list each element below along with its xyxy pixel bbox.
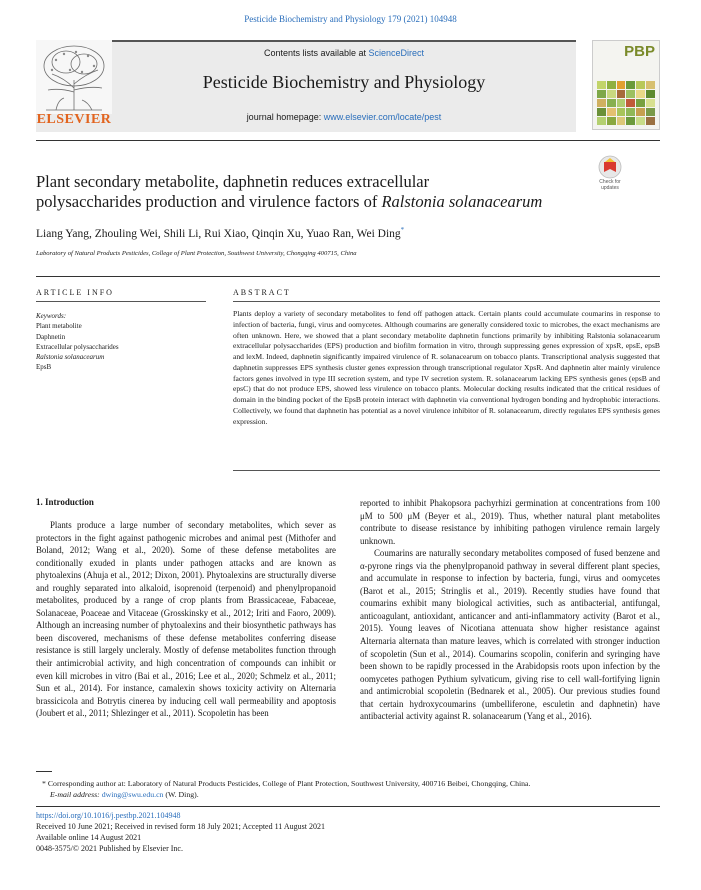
received-dates: Received 10 June 2021; Received in revised form 18 July 2021; Accepted 11 August 2021 bbox=[36, 822, 325, 831]
homepage-prefix: journal homepage: bbox=[246, 112, 324, 122]
info-top-rule bbox=[36, 276, 660, 277]
keyword-item: Plant metabolite bbox=[36, 322, 82, 331]
publisher-name: ELSEVIER bbox=[36, 112, 112, 127]
contents-prefix: Contents lists available at bbox=[263, 48, 369, 58]
email-line bbox=[36, 789, 660, 800]
footnote-rule bbox=[36, 771, 52, 772]
email-link[interactable]: dwing@swu.edu.cn bbox=[101, 790, 164, 799]
contents-line bbox=[112, 48, 576, 58]
corresponding-footnote bbox=[36, 778, 660, 800]
intro-left-column bbox=[36, 519, 336, 720]
corresponding-mark[interactable]: * bbox=[400, 226, 405, 234]
keyword-item: EpsB bbox=[36, 363, 52, 372]
doi-link[interactable]: https://doi.org/10.1016/j.pestbp.2021.104948 bbox=[36, 811, 181, 820]
email-suffix: (W. Ding). bbox=[163, 790, 199, 799]
affiliation: Laboratory of Natural Products Pesticides, College of Plant Protection, Southwest University, Chongqing 400715, China bbox=[36, 250, 357, 257]
sciencedirect-link[interactable]: ScienceDirect bbox=[368, 48, 425, 58]
intro-paragraph: Coumarins are naturally secondary metabolites composed of fused benzene and α-pyrone rings via the phenylpropanoid pathway in several different plant species, and accumulate in response to infection by bacteria, fungi, virus and oomycetes (Barot et al., 2015; Stringlis et al., 2019). Recently studies have found that coumarins exhibit many biological activities, such as antibacterial, antifungal, anticoagulant, antioxidant, anticancer and anti-inflammatory activity (Barot et al., 2015). Young leaves of Nicotiana attenuata show higher resistance against Alternaria alternata than mature leaves, which is correlated with stronger induction of scopoletin (Sun et al., 2014). Coumarins scopolin, coniferin and syringing have been shown to be rapidly processed in the Arabidopsis roots upon infection by the oomycetes pathogen Pythium sylvaticum, giving rise to cell wall-fortifying lignin and antimicrobial scopoletin (Bednarek et al., 2005). Our previous studies found that certain hydroxycoumarins (umbelliferone, esculetin and daphnetin) have antibacterial activity against R. solanacearum (Yang et al., 2016). bbox=[360, 548, 660, 722]
article-title bbox=[36, 172, 576, 212]
intro-right-column bbox=[360, 497, 660, 723]
keywords-label: Keywords: bbox=[36, 312, 67, 320]
author-list bbox=[36, 226, 636, 240]
title-line-1: Plant secondary metabolite, daphnetin reduces extracellular bbox=[36, 172, 430, 191]
keywords-block bbox=[36, 311, 206, 373]
abstract-heading: ABSTRACT bbox=[233, 288, 291, 297]
authors-text: Liang Yang, Zhouling Wei, Shili Li, Rui Xiao, Qinqin Xu, Yuao Ran, Wei Ding bbox=[36, 227, 401, 240]
elsevier-tree-icon bbox=[36, 40, 112, 114]
journal-name[interactable]: Pesticide Biochemistry and Physiology bbox=[202, 72, 486, 92]
keyword-item: Ralstonia solanacearum bbox=[36, 353, 105, 362]
journal-reference[interactable]: Pesticide Biochemistry and Physiology 179 (2021) 104948 bbox=[244, 14, 457, 24]
cover-image-grid bbox=[597, 81, 655, 125]
journal-cover-thumbnail[interactable] bbox=[592, 40, 660, 130]
check-for-updates-badge[interactable] bbox=[592, 154, 628, 190]
intro-paragraph: reported to inhibit Phakopsora pachyrhizi germination at concentrations from 100 μM to 500 μM (Beyer et al., 2019). Thus, whether natural plant metabolites contribute to disease resistance by inhibiting pathogen virulence remain largely unknown. bbox=[360, 498, 660, 546]
article-info-rule bbox=[36, 301, 206, 302]
keyword-item: Daphnetin bbox=[36, 332, 66, 341]
copyright: 0048-3575/© 2021 Published by Elsevier Inc. bbox=[36, 844, 183, 853]
corresponding-author: * Corresponding author at: Laboratory of Natural Products Pesticides, College of Plant Protection, Southwest University, 400716 Beibei, Chongqing, China. bbox=[42, 779, 531, 788]
available-online: Available online 14 August 2021 bbox=[36, 833, 142, 842]
homepage-line bbox=[112, 112, 576, 122]
publication-info bbox=[36, 810, 660, 854]
keyword-item: Extracellular polysaccharides bbox=[36, 342, 119, 351]
intro-heading: 1. Introduction bbox=[36, 497, 94, 507]
cover-abbrev: PBP bbox=[624, 43, 655, 60]
elsevier-logo[interactable] bbox=[36, 40, 112, 130]
email-label: E-mail address: bbox=[50, 790, 102, 799]
header-rule bbox=[36, 140, 660, 141]
abstract-text: Plants deploy a variety of secondary metabolites to fend off pathogen attack. Certain plants could accumulate coumarins in response to infection of bacteria, fungi, virus and oomycetes. Although coumarins are generally considered toxic to microbes, the exact mechanisms are often unknown. Here, we showed that a plant secondary metabolite daphnetin functions primarily by inhibiting Ralstonia solanacearum extracellular polysaccharides (EPS) production and biofilm formation in vitro, through suppressing genes expression of xpsR, epsE, epsB and lexM. Indeed, daphnetin significantly impaired virulence of R. solanacearum on tobacco plants. Transcriptional analysis suggested that daphnetin suppresses EPS synthesis cluster genes expression through transcriptional regulator XpsR. And daphnetin alter mainly virulence factors genes involved in type III secretion system, and type IV secretion system. R. solanacearum lacking EPS synthesis genes (epsB and epsC) that do not produce EPS, showed less virulence on tobacco plants. Molecular docking results indicated that the critical residues of domain in the binding pocket of the EpsB protein interact with daphnetin via conventional hydrogen bonding and hydrophobic interactions. Collectively, we found that daphnetin has potential as a novel virulence inhibitor of R. solanacearum, directly regulates EPS synthesis genes expression. bbox=[233, 309, 660, 426]
title-species: Ralstonia solanacearum bbox=[381, 192, 543, 211]
badge-label: Check for updates bbox=[599, 179, 621, 191]
homepage-link[interactable]: www.elsevier.com/locate/pest bbox=[323, 112, 442, 122]
title-line-2: polysaccharides production and virulence factors of bbox=[36, 192, 382, 211]
article-info-heading: ARTICLE INFO bbox=[36, 288, 114, 297]
intro-paragraph: Plants produce a large number of secondary metabolites, which sever as protectors in the fight against pathogenic microbes and animal pest (Mithofer and Boland, 2012; Wang et al., 2020). Some of these defense metabolites are conditionally exuded in plants under pathogen attacks and are known as phytoalexins (Ahuja et al., 2012; Dixon, 2001). Phytoalexins are structurally diverse and roughly separated into alkaloid, isoprenoid (terpenoid) and phenylpropanoid metabolites, produced by a range of crop plants from Brassicaceae, Fabaceae, Solanaceae, Poaceae and Vitaceae (Grosskinsky et al., 2012; Iriti and Faoro, 2009). Although an increasing number of phytoalexins and their biosynthetic pathways has been discovered, mechanisms of these defense metabolites conferring disease resistance is still largely uncleraly. Mostly of defense metabolites function through their antimicrobial activity, and high concentration of compounds can inhibit or even kill microbes in vitro (Bai et al., 2016; Lee et al., 2020; Schmelz et al., 2011; Sun et al., 2014). For instance, camalexin shows toxicity activity on Alternaria brassicicola and Botrytis cinerea by inducing cell wall permeability and apoptosis (Joubert et al., 2011; Shlezinger et al., 2011). Scopoletin has been bbox=[36, 520, 336, 719]
abstract-rule bbox=[233, 301, 660, 302]
footer-rule bbox=[36, 806, 660, 807]
abstract-bottom-rule bbox=[233, 470, 660, 471]
